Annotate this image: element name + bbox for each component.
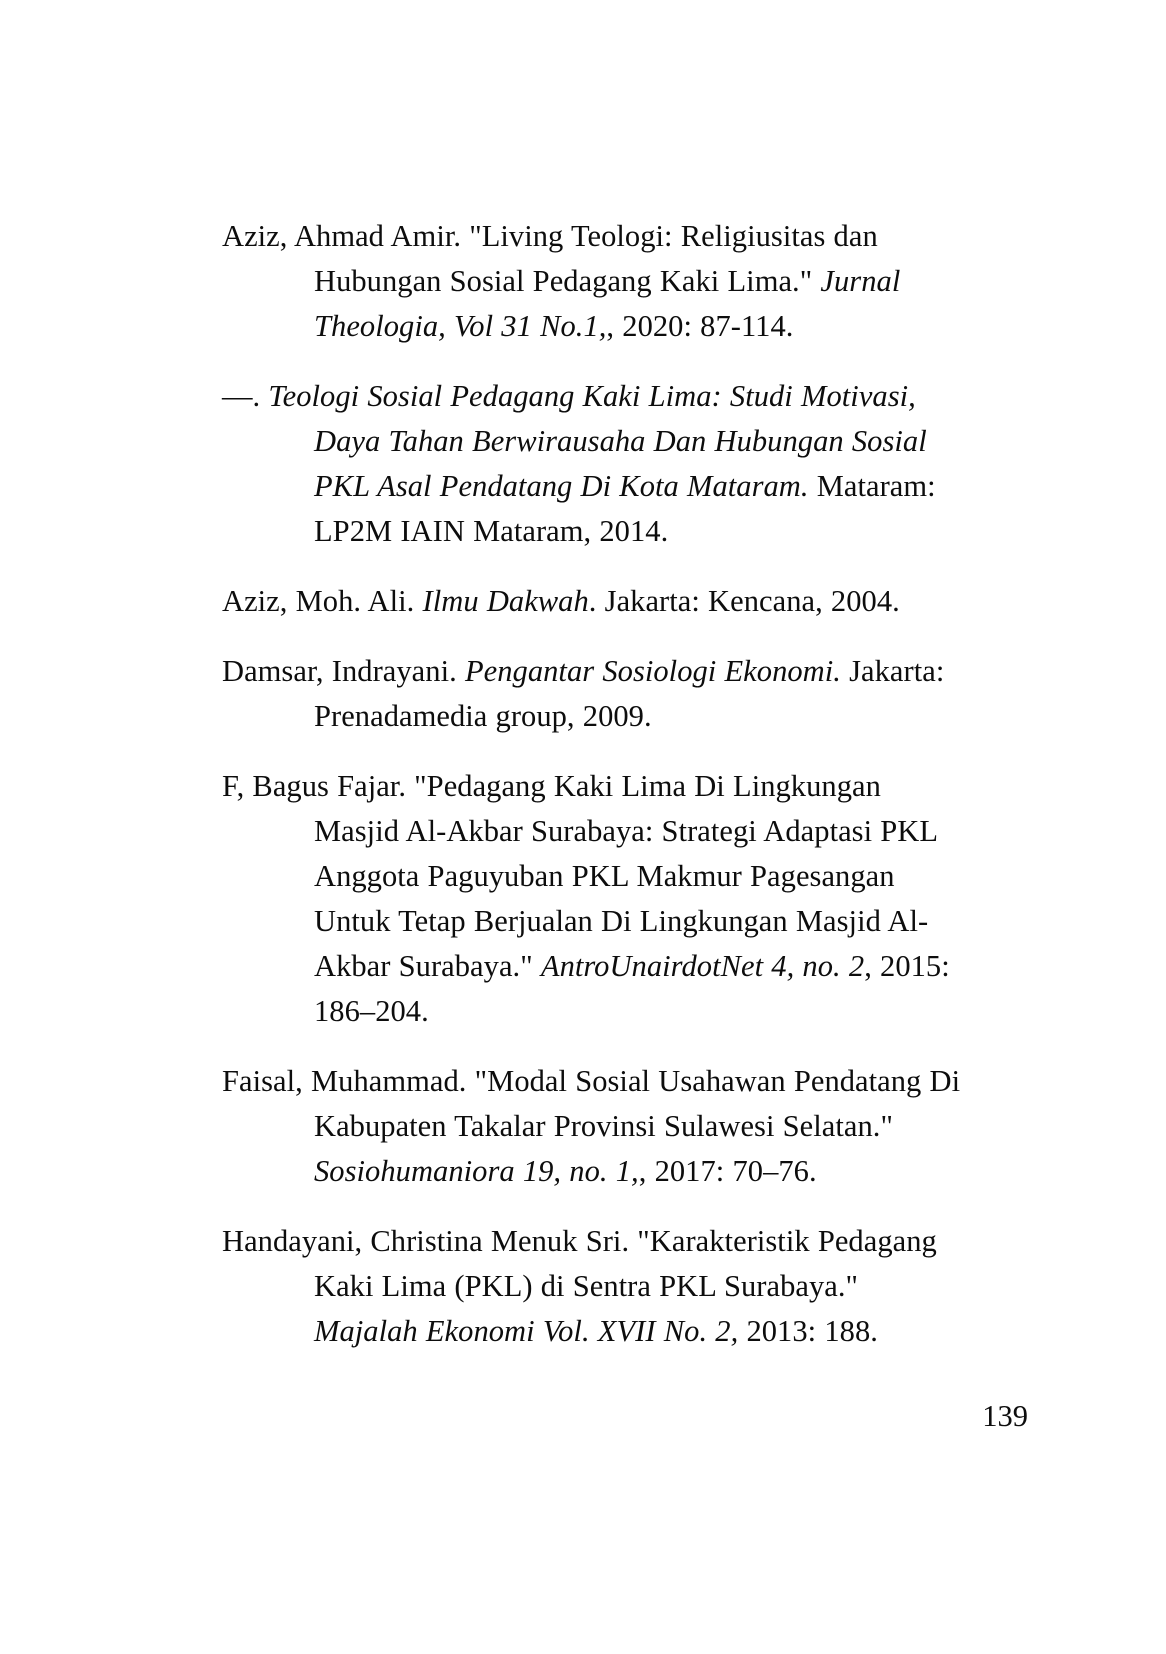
entry-title-italic: Majalah Ekonomi Vol. XVII No. 2, xyxy=(314,1314,739,1348)
bibliography-entry xyxy=(222,579,962,624)
entry-text: Handayani, Christina Menuk Sri. "Karakteristik Pedagang Kaki Lima (PKL) di Sentra PKL Surabaya." xyxy=(222,1224,937,1303)
bibliography-entry xyxy=(222,214,962,349)
entry-text: Damsar, Indrayani. xyxy=(222,654,465,688)
page-number: 139 xyxy=(982,1399,1028,1433)
entry-text: Mataram: LP2M IAIN Mataram, 2014. xyxy=(314,469,936,548)
entry-text: , 2017: 70–76. xyxy=(638,1154,817,1188)
entry-text: —. xyxy=(222,379,269,413)
bibliography-entry xyxy=(222,1059,962,1194)
entry-text: , 2020: 87-114. xyxy=(606,309,794,343)
entry-title-italic: Ilmu Dakwah xyxy=(422,584,589,618)
bibliography-entry xyxy=(222,764,962,1034)
entry-title-italic: Teologi Sosial Pedagang Kaki Lima: Studi Motivasi, Daya Tahan Berwirausaha Dan Hubungan Sosial PKL Asal Pendatang Di Kota Mataram. xyxy=(268,379,927,503)
entry-text: Faisal, Muhammad. "Modal Sosial Usahawan Pendatang Di Kabupaten Takalar Provinsi Sulawesi Selatan." xyxy=(222,1064,961,1143)
entry-text: . Jakarta: Kencana, 2004. xyxy=(588,584,900,618)
entry-text: 2013: 188. xyxy=(738,1314,878,1348)
bibliography-entry xyxy=(222,649,962,739)
entry-title-italic: Pengantar Sosiologi Ekonomi. xyxy=(464,654,841,688)
entry-text: , 2015: 186–204. xyxy=(314,949,950,1028)
bibliography-entry xyxy=(222,374,962,554)
entry-text: Aziz, Ahmad Amir. "Living Teologi: Religiusitas dan Hubungan Sosial Pedagang Kaki Lima." xyxy=(222,219,878,298)
entry-text: F, Bagus Fajar. "Pedagang Kaki Lima Di Lingkungan Masjid Al-Akbar Surabaya: Strategi Adaptasi PKL Anggota Paguyuban PKL Makmur Pagesangan Untuk Tetap Berjualan Di Lingkungan Masjid Al-Akbar Surabaya." xyxy=(222,769,937,983)
entry-title-italic: AntroUnairdotNet 4, no. 2 xyxy=(540,949,865,983)
entry-text: Aziz, Moh. Ali. xyxy=(222,584,423,618)
entry-title-italic: Sosiohumaniora 19, no. 1, xyxy=(314,1154,639,1188)
entry-text: Jakarta: Prenadamedia group, 2009. xyxy=(314,654,945,733)
bibliography-list xyxy=(222,214,962,1354)
bibliography-entry xyxy=(222,1219,962,1354)
entry-title-italic: Jurnal Theologia, Vol 31 No.1, xyxy=(314,264,901,343)
